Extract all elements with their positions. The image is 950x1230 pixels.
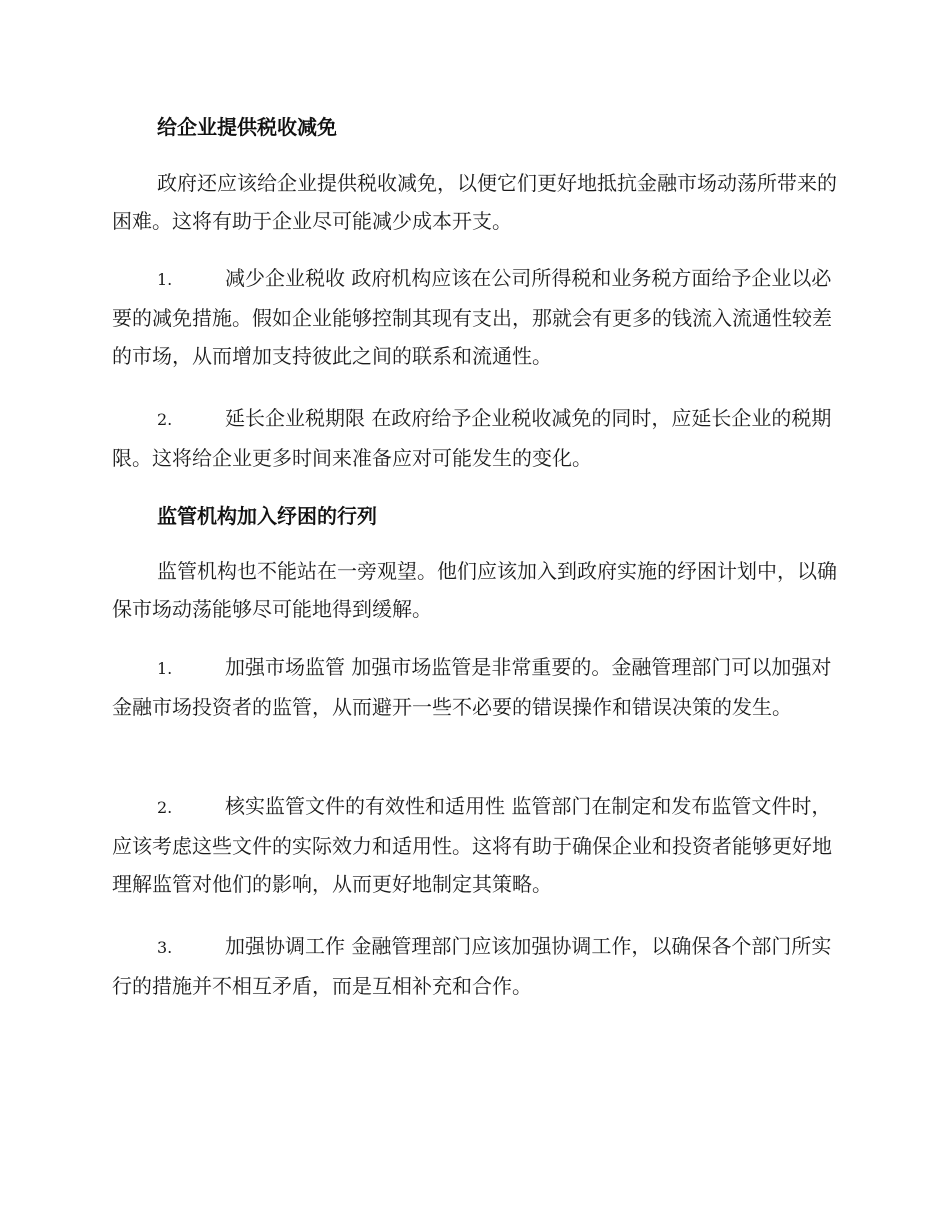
list-item-text: 减少企业税收 政府机构应该在公司所得税和业务税方面给予企业以必要的减免措施。假如企业能够控制其现有支出，那就会有更多的钱流入流通性较差的市场，从而增加支持彼此之间的联系和流通性。 xyxy=(112,266,832,368)
list-item-number: 1. xyxy=(157,270,173,289)
list-item xyxy=(112,927,839,1005)
list-item-text: 延长企业税期限 在政府给予企业税收减免的同时，应延长企业的税期限。这将给企业更多时间来准备应对可能发生的变化。 xyxy=(112,406,832,470)
list-item-number: 3. xyxy=(157,938,173,957)
section-heading-tax-relief: 给企业提供税收减免 xyxy=(157,115,337,139)
list-item-number: 2. xyxy=(157,410,173,429)
list-item-text: 加强市场监管 加强市场监管是非常重要的。金融管理部门可以加强对金融市场投资者的监管，从而避开一些不必要的错误操作和错误决策的发生。 xyxy=(112,655,832,719)
list-item xyxy=(112,787,839,903)
section-intro-regulators: 监管机构也不能站在一旁观望。他们应该加入到政府实施的纾困计划中，以确保市场动荡能够尽可能地得到缓解。 xyxy=(112,559,837,621)
list-item-text: 核实监管文件的有效性和适用性 监管部门在制定和发布监管文件时，应该考虑这些文件的实际效力和适用性。这将有助于确保企业和投资者能够更好地理解监管对他们的影响，从而更好地制定其策略。 xyxy=(112,794,832,896)
list-item xyxy=(112,648,839,726)
list-item xyxy=(112,399,839,477)
section-intro-tax-relief: 政府还应该给企业提供税收减免，以便它们更好地抵抗金融市场动荡所带来的困难。这将有助于企业尽可能减少成本开支。 xyxy=(112,171,837,233)
list-item-number: 1. xyxy=(157,659,173,678)
list-item xyxy=(112,259,839,375)
list-item-number: 2. xyxy=(157,798,173,817)
list-item-text: 加强协调工作 金融管理部门应该加强协调工作，以确保各个部门所实行的措施并不相互矛盾，而是互相补充和合作。 xyxy=(112,934,832,998)
section-heading-regulators: 监管机构加入纾困的行列 xyxy=(157,504,377,528)
